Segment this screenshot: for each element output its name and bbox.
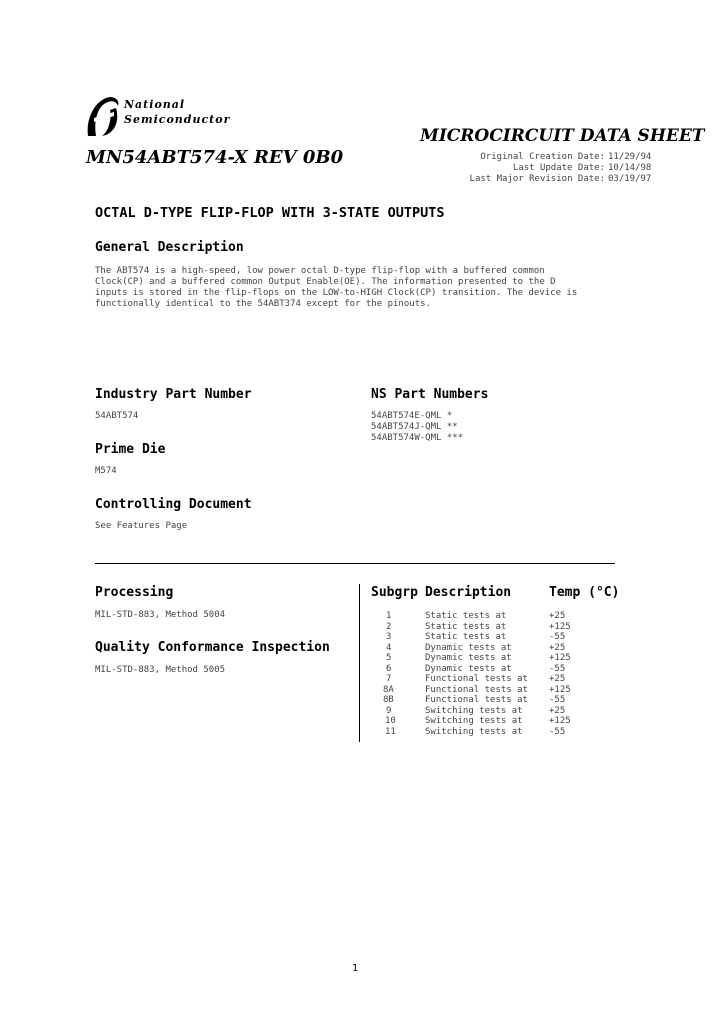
last-major-revision-label: Last Major Revision Date: [469, 174, 605, 184]
ns-part-numbers-heading: NS Part Numbers [371, 387, 489, 402]
prime-die-value: M574 [95, 466, 117, 476]
description-cell: Functional tests at [425, 695, 528, 705]
description-cell: Switching tests at [425, 716, 523, 726]
description-cell: Switching tests at [425, 726, 523, 737]
temp-cell: +125 [549, 621, 571, 632]
ns-part-number-3: 54ABT574W-QML *** [371, 433, 464, 443]
processing-heading: Processing [95, 585, 174, 600]
temp-cell: -55 [549, 663, 566, 674]
description-cell: Dynamic tests at [425, 642, 512, 653]
description-cell: Switching tests at [425, 705, 523, 716]
general-description-line-4: functionally identical to the 54ABT374 except for the pinouts. [95, 299, 431, 309]
subgrp-cell: 8A [383, 684, 394, 695]
subgrp-cell: 2 [386, 621, 392, 632]
description-cell: Functional tests at [425, 684, 528, 695]
temp-cell: -55 [549, 726, 566, 737]
prime-die-heading: Prime Die [95, 442, 166, 457]
last-update-label: Last Update Date: [512, 163, 605, 173]
logo-line2: Semiconductor [124, 113, 231, 126]
temp-cell: +125 [549, 684, 571, 695]
original-creation-label: Original Creation Date: [480, 152, 605, 162]
industry-part-number-value: 54ABT574 [95, 411, 139, 421]
general-description-line-2: Clock(CP) and a buffered common Output Enable(OE). The information presented to the D [95, 277, 556, 287]
description-cell: Static tests at [425, 611, 507, 621]
original-creation-value: 11/29/94 [608, 152, 652, 162]
table-vertical-divider [359, 584, 360, 742]
sheet-title: MICROCIRCUIT DATA SHEET [420, 126, 705, 146]
subgrp-cell: 3 [386, 632, 392, 642]
last-major-revision-value: 03/19/97 [608, 174, 652, 184]
subgrp-cell: 9 [386, 705, 392, 716]
description-column-header: Description [425, 585, 512, 600]
subgrp-cell: 7 [386, 674, 392, 684]
temp-cell: +125 [549, 716, 571, 726]
controlling-document-heading: Controlling Document [95, 497, 252, 512]
subgrp-cell: 8B [383, 695, 394, 705]
temp-cell: +25 [549, 642, 566, 653]
ns-part-number-2: 54ABT574J-QML ** [371, 422, 458, 432]
ns-logo-icon [84, 92, 124, 140]
subgrp-cell: 4 [386, 642, 392, 653]
description-cell: Static tests at [425, 621, 507, 632]
controlling-document-value: See Features Page [95, 521, 188, 531]
section-divider [95, 563, 615, 564]
description-cell: Functional tests at [425, 674, 528, 684]
temp-column-header: Temp (°C) [549, 585, 620, 600]
ns-part-number-1: 54ABT574E-QML * [371, 411, 453, 421]
temp-cell: -55 [549, 632, 566, 642]
document-title: OCTAL D-TYPE FLIP-FLOP WITH 3-STATE OUTPUTS [95, 205, 445, 221]
last-update-value: 10/14/98 [608, 163, 652, 173]
temp-cell: -55 [549, 695, 566, 705]
subgrp-cell: 6 [386, 663, 392, 674]
qci-value: MIL-STD-883, Method 5005 [95, 665, 226, 675]
national-semiconductor-logo [84, 92, 244, 140]
subgrp-cell: 11 [385, 726, 396, 737]
industry-part-number-heading: Industry Part Number [95, 387, 252, 402]
description-cell: Static tests at [425, 632, 507, 642]
temp-cell: +25 [549, 611, 566, 621]
general-description-line-3: inputs is stored in the flip-flops on the LOW-to-HIGH Clock(CP) transition. The device is [95, 288, 578, 298]
general-description-heading: General Description [95, 240, 244, 255]
part-revision: MN54ABT574-X REV 0B0 [86, 147, 344, 168]
temp-cell: +125 [549, 653, 571, 663]
qci-heading: Quality Conformance Inspection [95, 640, 330, 655]
subgrp-cell: 1 [386, 611, 392, 621]
description-cell: Dynamic tests at [425, 663, 512, 674]
subgrp-column-header: Subgrp [371, 585, 418, 600]
logo-line1: National [124, 98, 186, 111]
page-number: 1 [352, 963, 359, 974]
temp-cell: +25 [549, 674, 566, 684]
processing-value: MIL-STD-883, Method 5004 [95, 610, 226, 620]
description-cell: Dynamic tests at [425, 653, 512, 663]
temp-cell: +25 [549, 705, 566, 716]
general-description-line-1: The ABT574 is a high-speed, low power octal D-type flip-flop with a buffered common [95, 266, 545, 276]
subgrp-cell: 10 [385, 716, 396, 726]
subgrp-cell: 5 [386, 653, 392, 663]
